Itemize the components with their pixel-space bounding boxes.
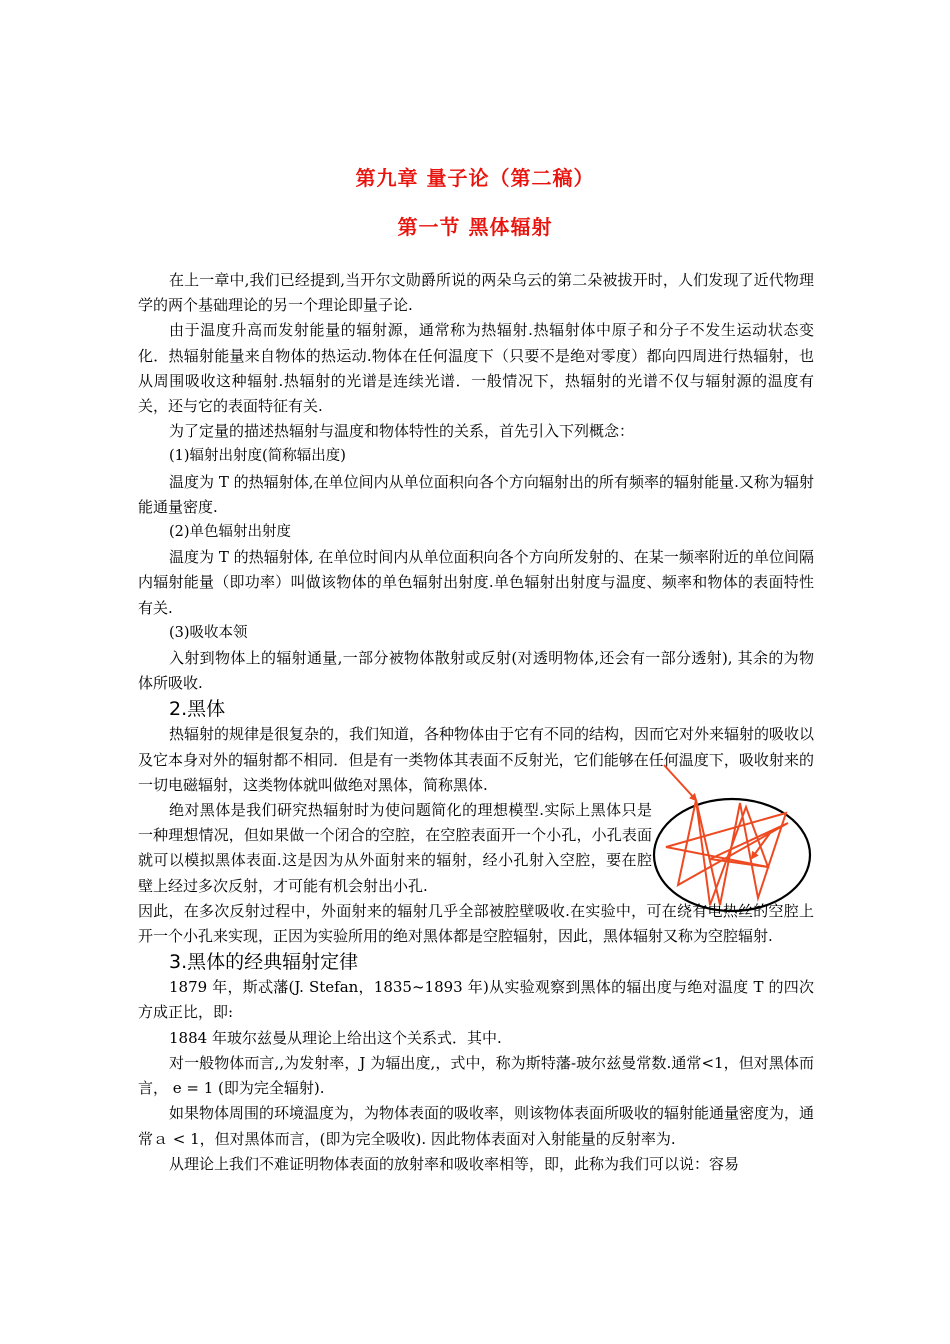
- paragraph-kirchhoff: 从理论上我们不难证明物体表面的放射率和吸收率相等，即，此称为我们可以说：容易: [169, 1154, 740, 1173]
- paragraph-thermal-radiation: 由于温度升高而发射能量的辐射源，通常称为热辐射.热辐射体中原子和分子不发生运动状态变化．热辐射能量来自物体的热运动.物体在任何温度下（只要不是绝对零度）都向四周进行热辐射，也从周围吸收这种辐射.热辐射的光谱是连续光谱．一般情况下，热辐射的光谱不仅与辐射源的温度有关，还与它的表面特征有关.: [138, 321, 814, 416]
- cavity-reflection-icon: [648, 755, 814, 917]
- paragraph-boltzmann: 1884 年玻尔兹曼从理论上给出这个关系式．其中.: [169, 1028, 502, 1047]
- section-title: 第一节 黑体辐射: [397, 215, 553, 239]
- concept-item-2: (2)单色辐射出射度: [169, 524, 292, 541]
- paragraph-absorptivity: 如果物体周围的环境温度为，为物体表面的吸收率，则该物体表面所吸收的辐射能通量密度为，通常ａ < 1，但对黑体而言，(即为完全吸收). 因此物体表面对入射能量的反射率为.: [138, 1104, 815, 1148]
- paragraph-cavity-model: 绝对黑体是我们研究热辐射时为使问题简化的理想模型.实际上黑体只是一种理想情况，但如果做一个闭合的空腔，在空腔表面开一个小孔，小孔表面就可以模拟黑体表面.这是因为从外面射来的辐射，经小孔射入空腔，要在腔壁上经过多次反射，才可能有机会射出小孔.: [138, 801, 652, 895]
- concept-item-1: (1)辐射出射度(简称辐出度): [169, 448, 346, 465]
- paragraph-exitance: 温度为 T 的热辐射体,在单位间内从单位面积向各个方向辐射出的所有频率的辐射能量.又称为辐射能通量密度.: [138, 472, 814, 516]
- paragraph-blackbody-intro: 热辐射的规律是很复杂的，我们知道，各种物体由于它有不同的结构，因而它对外来辐射的吸收以及它本身对外的辐射都不相同．但是有一类物体其表面不反射光，它们能够在任何温度下，吸收射来的一切电磁辐射，这类物体就叫做绝对黑体，简称黑体.: [138, 725, 815, 794]
- paragraph-concepts: 为了定量的描述热辐射与温度和物体特性的关系，首先引入下列概念：: [169, 422, 635, 441]
- concept-item-3: (3)吸收本领: [169, 624, 248, 641]
- reflection-rays: [664, 765, 788, 905]
- heading-blackbody: 2.黑体: [169, 698, 226, 721]
- paragraph-emissivity: 对一般物体而言,,为发射率，J 为辐出度,，式中，称为斯特藩-玻尔兹曼常数.通常<1，但对黑体而言， e = 1 (即为完全辐射).: [138, 1053, 814, 1098]
- paragraph-cavity-radiation: 因此，在多次反射过程中，外面射来的辐射几乎全部被腔壁吸收.在实验中，可在绕有电热丝的空腔上开一个小孔来实现，正因为实验所用的绝对黑体都是空腔辐射，因此，黑体辐射又称为空腔辐射.: [138, 901, 814, 946]
- chapter-title: 第九章 量子论（第二稿）: [355, 166, 595, 190]
- paragraph-monochromatic: 温度为 T 的热辐射体, 在单位时间内从单位面积向各个方向所发射的、在某一频率附近的单位间隔内辐射能量（即功率）叫做该物体的单色辐射出射度.单色辐射出射度与温度、频率和物体的表面特性有关.: [138, 548, 814, 617]
- heading-classical-laws: 3.黑体的经典辐射定律: [169, 951, 359, 974]
- paragraph-intro: 在上一章中,我们已经提到,当开尔文勋爵所说的两朵乌云的第二朵被拔开时，人们发现了近代物理学的两个基础理论的另一个理论即量子论.: [138, 271, 814, 315]
- document-body: [138, 268, 814, 1177]
- paragraph-absorption: 入射到物体上的辐射通量,一部分被物体散射或反射(对透明物体,还会有一部分透射), 其余的为物体所吸收.: [138, 649, 814, 693]
- paragraph-stefan: 1879 年，斯忒藩(J. Stefan，1835~1893 年)从实验观察到黑体的辐出度与绝对温度 T 的四次方成正比，即:: [138, 978, 814, 1022]
- cavity-figure: [648, 755, 814, 917]
